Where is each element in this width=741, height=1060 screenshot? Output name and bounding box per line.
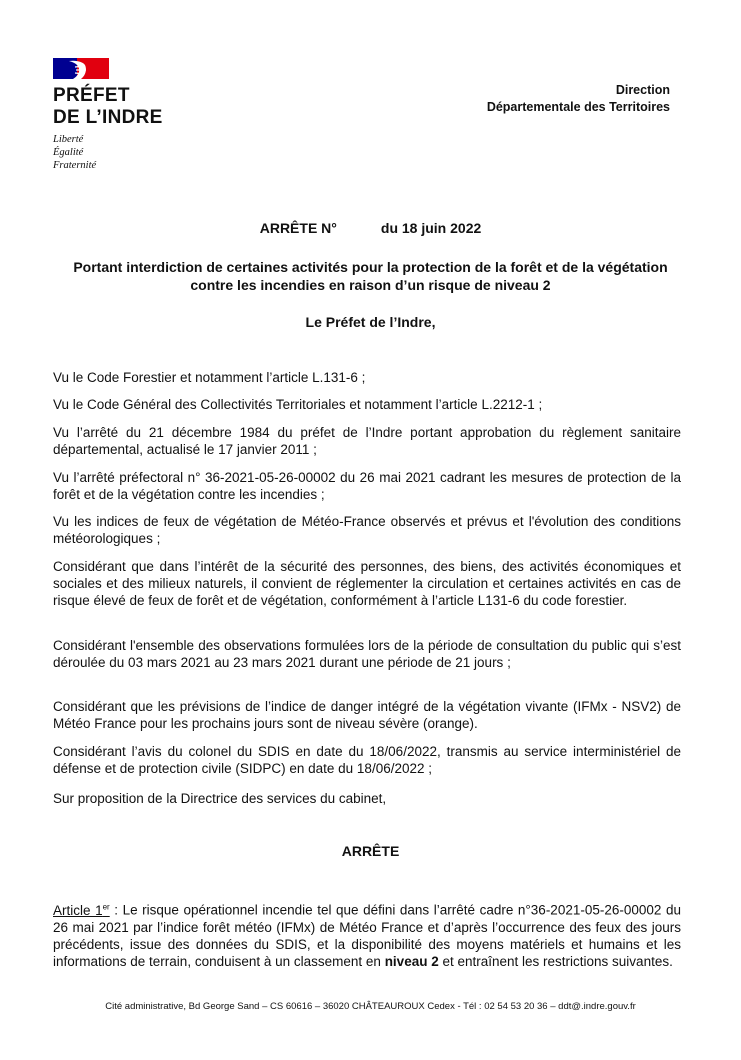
visa-paragraph: Vu les indices de feux de végétation de Météo-France observés et prévus et l'évolution des conditions météorologiques ;: [53, 514, 681, 546]
visa-paragraph: Vu l’arrêté du 21 décembre 1984 du préfet de l’Indre portant approbation du règlement sanitaire départemental, actualisé le 17 janvier 2011 ;: [53, 425, 681, 457]
considerant-paragraph: Considérant que dans l’intérêt de la sécurité des personnes, des biens, des activités économiques et sociales et des milieux naturels, il convient de réglementer la circulation et certaines activités en cas de risque élevé de feux de forêt et de végétation, conformément à l’article L131-6 du code forestier.: [53, 559, 681, 608]
marianne-flag-icon: [53, 58, 109, 79]
arrete-subject: Portant interdiction de certaines activités pour la protection de la forêt et de la végétation contre les incendies en raison d’un risque de niveau 2: [73, 259, 668, 293]
visa-paragraph: Vu l’arrêté préfectoral n° 36-2021-05-26-00002 du 26 mai 2021 cadrant les mesures de protection de la forêt et de la végétation contre les incendies ;: [53, 470, 681, 502]
arrete-label: ARRÊTE N°: [259, 220, 337, 236]
footer-address: Cité administrative, Bd George Sand – CS 60616 – 36020 CHÂTEAUROUX Cedex - Tél : 02 54 53 20 36 – ddt@.indre.gouv.fr: [105, 1001, 636, 1012]
proposition-paragraph: Sur proposition de la Directrice des services du cabinet,: [53, 791, 387, 806]
arrete-number-line: [0, 220, 741, 236]
considerant-paragraph: Considérant l'ensemble des observations formulées lors de la période de consultation du public qui s’est déroulée du 03 mars 2021 au 23 mars 2021 durant une période de 21 jours ;: [53, 638, 681, 670]
prefet-title: PRÉFET DE L’INDRE: [53, 85, 163, 128]
considerant-paragraph: Considérant que les prévisions de l’indice de danger intégré de la végétation vivante (IFMx - NSV2) de Météo France pour les prochains jours sont de niveau sévère (orange).: [53, 699, 681, 731]
article-1: Article 1er : Le risque opérationnel incendie tel que défini dans l’arrêté cadre n°36-2021-05-26-00002 du 26 mai 2021 par l’indice forêt météo (IFMx) de Météo France et d’après l’occurrence des feux des jours précédents, issue des données du SDIS, et la disponibilité des moyens matériels et humains et les informations de terrain, conduisent à un classement en niveau 2 et entraînent les restrictions suivantes.: [53, 902, 681, 969]
article-1-text: Le risque opérationnel incendie tel que défini dans l’arrêté cadre n°36-2021-05-26-00002 du 26 mai 2021 par l’indice forêt météo (IFMx) de Météo France et d’après l’occurrence des feux des jours précédents, issue des données du SDIS, et la disponibilité des moyens matériels et humains et les informations de terrain, conduisent à un classement en: [53, 902, 681, 969]
visa-paragraph: Vu le Code Forestier et notamment l’article L.131-6 ;: [53, 370, 366, 385]
arrete-heading: ARRÊTE: [341, 843, 400, 859]
article-1-label: Article 1er: [53, 902, 110, 918]
prefet-line: Le Préfet de l’Indre,: [305, 314, 436, 330]
prefecture-logo: [53, 58, 163, 172]
devise: Liberté Égalité Fraternité: [53, 134, 97, 171]
arrete-date: du 18 juin 2022: [380, 220, 482, 236]
considerant-paragraph: Considérant l’avis du colonel du SDIS en date du 18/06/2022, transmis au service interministériel de défense et de protection civile (SIDPC) en date du 18/06/2022 ;: [53, 744, 681, 776]
direction-heading: Direction Départementale des Territoires: [486, 83, 670, 114]
article-1-level: niveau 2: [384, 953, 439, 969]
visa-paragraph: Vu le Code Général des Collectivités Territoriales et notamment l’article L.2212-1 ;: [53, 397, 543, 412]
